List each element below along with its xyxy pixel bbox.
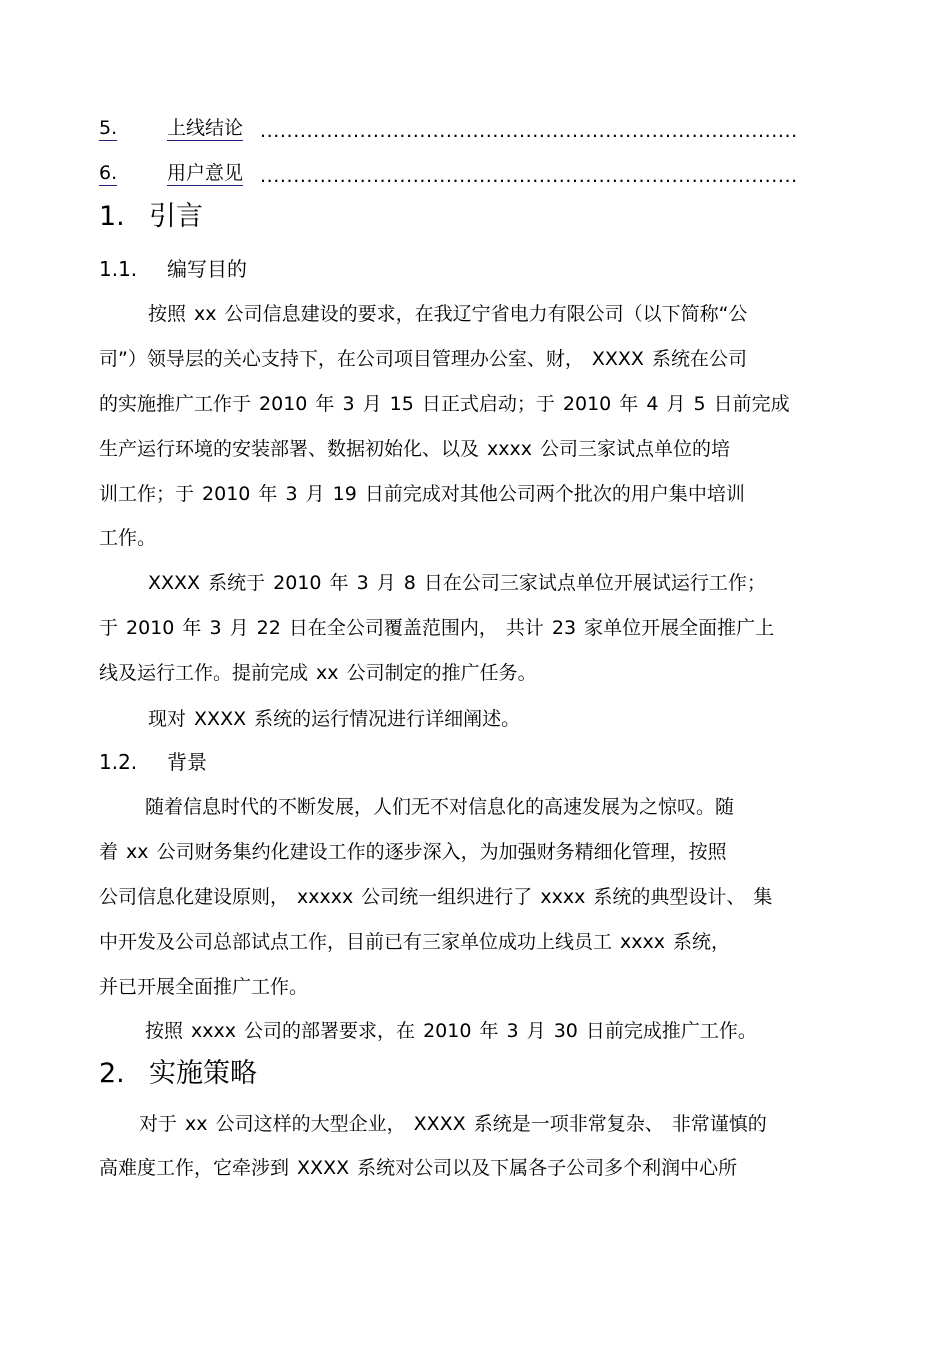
paragraph-line: 按照 xxxx 公司的部署要求，在 2010 年 3 月 30 日前完成推广工作。 [145, 1020, 757, 1042]
paragraph-line: 生产运行环境的安装部署、数据初始化、以及 xxxx 公司三家试点单位的培 [99, 438, 731, 460]
paragraph-line: 训工作；于 2010 年 3 月 19 日前完成对其他公司两个批次的用户集中培训 [99, 483, 745, 505]
toc-leader: ................................................................................. [260, 165, 798, 187]
toc-leader: ................................................................................. [260, 120, 798, 142]
section-heading [99, 199, 203, 235]
paragraph-line: 高难度工作，它牵涉到 XXXX 系统对公司以及下属各子公司多个利润中心所 [99, 1157, 738, 1179]
paragraph-line: 的实施推广工作于 2010 年 3 月 15 日正式启动；于 2010 年 4 月 5 日前完成 [99, 393, 790, 415]
subsection-number: 1.1. [99, 257, 138, 281]
paragraph-line: 公司信息化建设原则， xxxxx 公司统一组织进行了 xxxx 系统的典型设计、 集 [99, 886, 773, 908]
paragraph-line: 对于 xx 公司这样的大型企业， XXXX 系统是一项非常复杂、 非常谨慎的 [139, 1113, 767, 1135]
toc-number: 6. [99, 162, 118, 184]
paragraph-line: 线及运行工作。提前完成 xx 公司制定的推广任务。 [99, 662, 537, 684]
paragraph-line: 着 xx 公司财务集约化建设工作的逐步深入，为加强财务精细化管理，按照 [99, 841, 727, 863]
paragraph-line: 工作。 [99, 527, 157, 549]
section-number: 2. [99, 1058, 125, 1089]
section-title: 引言 [149, 201, 203, 232]
subsection-title: 背景 [167, 750, 207, 774]
section-title: 实施策略 [149, 1058, 257, 1089]
toc-title: 用户意见 [167, 162, 244, 184]
subsection-number: 1.2. [99, 750, 138, 774]
paragraph-line: 随着信息时代的不断发展，人们无不对信息化的高速发展为之惊叹。随 [145, 796, 735, 818]
paragraph-line: XXXX 系统于 2010 年 3 月 8 日在公司三家试点单位开展试运行工作； [148, 572, 766, 594]
paragraph-line: 并已开展全面推广工作。 [99, 976, 309, 998]
toc-title: 上线结论 [167, 117, 244, 139]
paragraph-line: 于 2010 年 3 月 22 日在全公司覆盖范围内， 共计 23 家单位开展全面推广上 [99, 617, 775, 639]
paragraph-line: 中开发及公司总部试点工作，目前已有三家单位成功上线员工 xxxx 系统， [99, 931, 731, 953]
subsection-title: 编写目的 [167, 257, 247, 281]
subsection-heading [99, 254, 247, 284]
subsection-heading [99, 747, 207, 777]
section-number: 1. [99, 201, 125, 232]
toc-number: 5. [99, 117, 118, 139]
toc-entry[interactable] [99, 161, 798, 191]
paragraph-line: 现对 XXXX 系统的运行情况进行详细阐述。 [148, 708, 521, 730]
paragraph-line: 司”）领导层的关心支持下，在公司项目管理办公室、财， XXXX 系统在公司 [99, 348, 747, 370]
toc-entry[interactable] [99, 116, 798, 146]
section-heading [99, 1056, 257, 1092]
paragraph-line: 按照 xx 公司信息建设的要求，在我辽宁省电力有限公司（以下简称“公 [148, 303, 748, 325]
